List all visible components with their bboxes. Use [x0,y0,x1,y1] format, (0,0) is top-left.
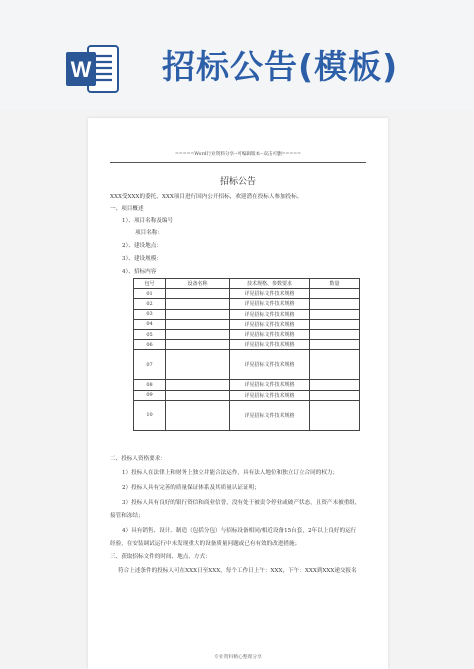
item1: 1）、项目名称及编号 [122,218,174,224]
item2: 2）、建设地点： [122,243,162,249]
banner-title: 招标公告(模板) [162,47,399,86]
item3: 3）、建设规模： [122,256,162,262]
quantity-cell [310,319,360,329]
table-header-row [134,279,360,289]
table-row [134,390,360,400]
device-name-cell [166,329,230,339]
quantity-cell [310,390,360,400]
table-row [134,309,360,319]
package-number: 01 [134,289,166,299]
package-number: 09 [134,390,166,400]
quantity-cell [310,400,360,430]
device-name-cell [166,289,230,299]
device-name-cell [166,350,230,380]
spec-cell: 详见招标文件技术规格 [230,309,310,319]
table-row [134,380,360,390]
table-row [134,329,360,339]
package-number: 03 [134,309,166,319]
device-name-cell [166,380,230,390]
spec-cell: 详见招标文件技术规格 [230,350,310,380]
device-name-cell [166,319,230,329]
device-name-cell [166,400,230,430]
document-header: =====Word行业资料分享--可编辑版本--双击可删===== [175,152,301,157]
device-name-cell [166,309,230,319]
section2-heading: 二、投标人资格要求： [110,456,166,462]
requirement-1: 1）投标人在法律上和财务上独立并能合法运作，具有法人地位和独立订立合同的权力； [122,470,339,476]
quantity-cell [310,289,360,299]
equipment-table [133,278,360,431]
table-row [134,400,360,430]
quantity-cell [310,340,360,350]
device-name-cell [166,340,230,350]
document-title: 招标公告 [219,177,256,187]
intro-paragraph: XXX受XXX的委托，XXX项目进行国内公开招标，欢迎潜在投标人参加投标。 [110,194,303,200]
project-name-label: 项目名称： [135,230,163,236]
word-icon [64,40,122,98]
document-footer: 专业资料精心整理分享 [214,655,262,660]
section1-heading: 一、项目概述 [110,206,144,212]
requirement-3: 3）投标人具有良好的银行资信和商业信誉，没有处于被责令停业或破产状态，且资产未被重组， [122,500,361,506]
quantity-cell [310,299,360,309]
table-row [134,350,360,380]
requirement-4: 4）具有销售、设计、制造（包括分包）与招标设备相同/相近设备15台套，2年以上良好的运行 [122,528,357,534]
device-name-cell [166,390,230,400]
spec-cell: 详见招标文件技术规格 [230,299,310,309]
table-row [134,299,360,309]
requirement-4-continued: 经验，在安装调试运行中未发现重大的设备质量问题或已有有效的改进措施； [110,541,301,547]
package-number: 06 [134,340,166,350]
obtain-paragraph: 符合上述条件的投标人可在XXX日至XXX，每个工作日上午：XXX，下午：XXX到XXX递交报名 [118,568,357,574]
requirement-3-continued: 接管和冻结； [110,513,144,519]
device-name-cell [166,299,230,309]
column-header: 技术规格、参数要求 [230,279,310,289]
spec-cell: 详见招标文件技术规格 [230,340,310,350]
quantity-cell [310,309,360,319]
spec-cell: 详见招标文件技术规格 [230,400,310,430]
spec-cell: 详见招标文件技术规格 [230,380,310,390]
package-number: 10 [134,400,166,430]
package-number: 02 [134,299,166,309]
quantity-cell [310,380,360,390]
header-divider [110,162,366,163]
package-number: 08 [134,380,166,390]
svg-text:W: W [70,57,92,82]
column-header: 数量 [310,279,360,289]
item4: 4）、招标内容 [122,269,157,275]
banner [0,0,474,110]
spec-cell: 详见招标文件技术规格 [230,390,310,400]
table-row [134,289,360,299]
spec-cell: 详见招标文件技术规格 [230,289,310,299]
package-number: 04 [134,319,166,329]
column-header: 设备名称 [166,279,230,289]
column-header: 包号 [134,279,166,289]
requirement-2: 2）投标人具有完善的质量保证体系及其质量认证证明； [122,485,260,491]
quantity-cell [310,350,360,380]
table-row [134,340,360,350]
document-page [88,118,388,669]
package-number: 05 [134,329,166,339]
package-number: 07 [134,350,166,380]
quantity-cell [310,329,360,339]
table-row [134,319,360,329]
section3-heading: 三、获取招标文件的时间、地点、方式： [110,554,211,560]
spec-cell: 详见招标文件技术规格 [230,329,310,339]
spec-cell: 详见招标文件技术规格 [230,319,310,329]
